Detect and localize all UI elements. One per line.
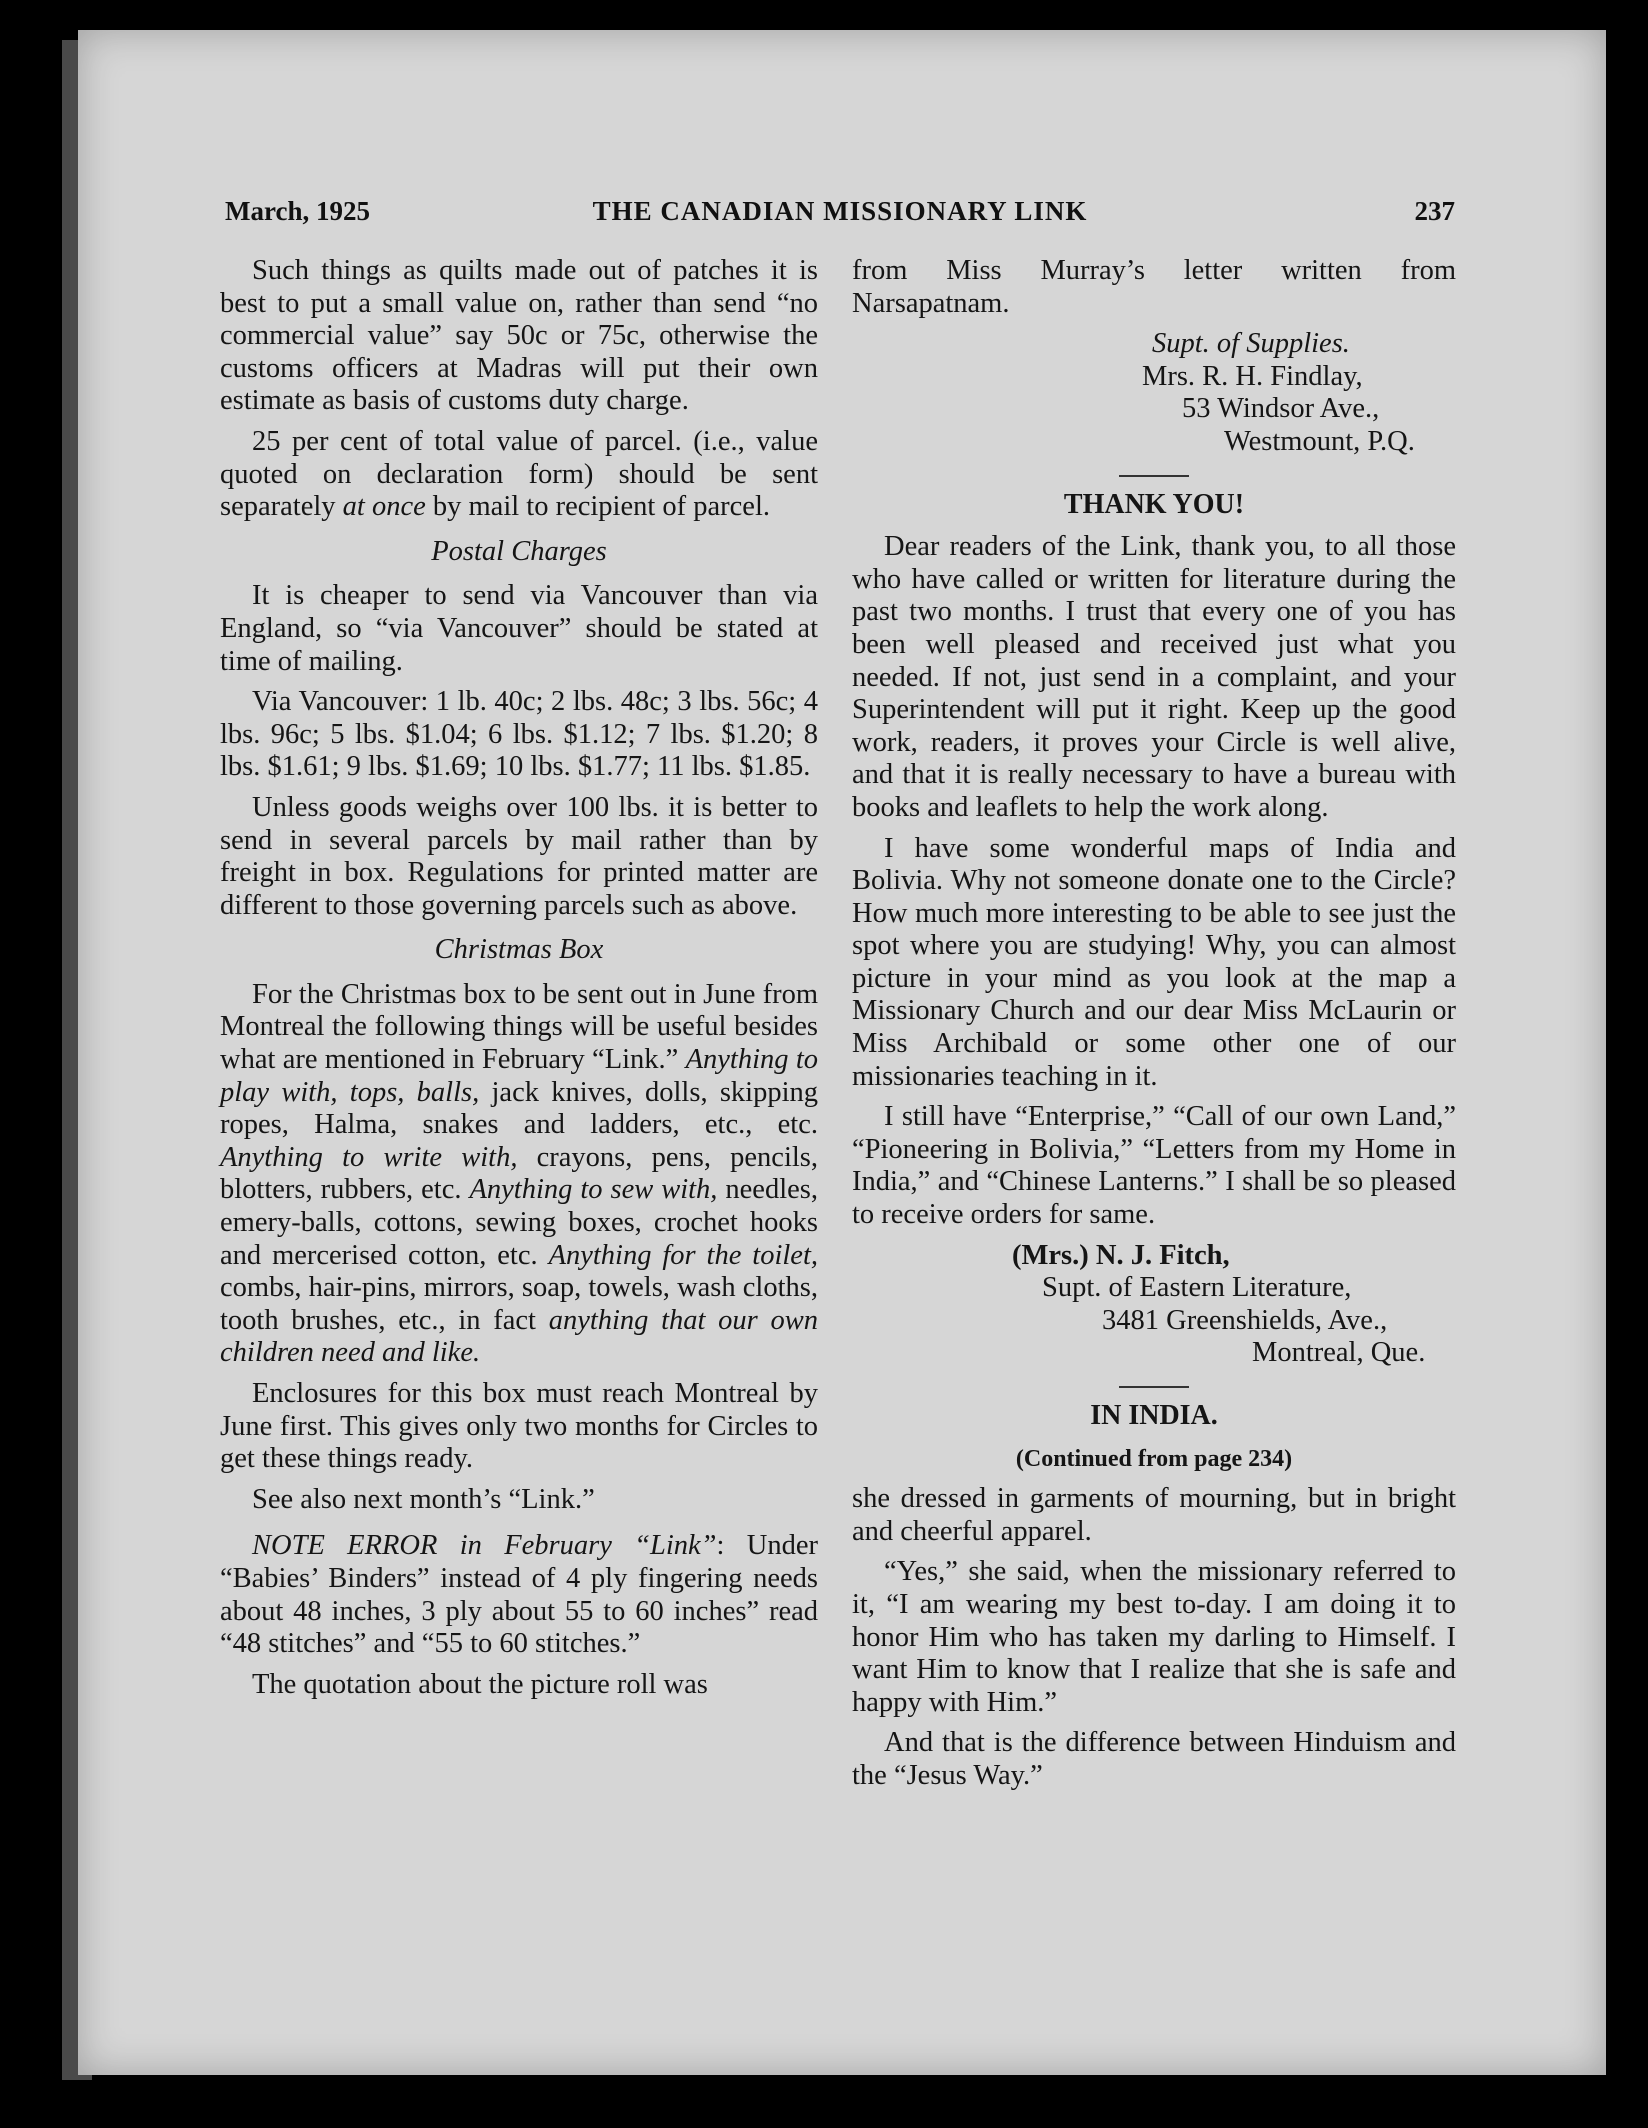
- paragraph: NOTE ERROR in February “Link”: Under “Babies’ Binders” instead of 4 ply fingering needs about 48 inches, 3 ply about 55 to 60 inches” read “48 stitches” and “55 to 60 stitches.”: [220, 1530, 819, 1660]
- paragraph: Such things as quilts made out of patches it is best to put a small value on, rather than send “no commercial value” say 50c or 75c, otherwise the customs officers at Madras will put their own estimate as basis of customs duty charge.: [220, 255, 818, 417]
- issue-date: March, 1925: [225, 196, 370, 226]
- paragraph: I still have “Enterprise,” “Call of our own Land,” “Pioneering in Bolivia,” “Letters from my Home in India,” and “Chinese Lanterns.” I shall be so pleased to receive orders for same.: [852, 1101, 1456, 1231]
- left-column: [220, 255, 818, 1709]
- divider: [1119, 1386, 1189, 1388]
- paragraph: she dressed in garments of mourning, but in bright and cheerful apparel.: [852, 1483, 1456, 1547]
- heading-in-india: IN INDIA.: [1090, 1400, 1218, 1431]
- paragraph: Dear readers of the Link, thank you, to all those who have called or written for literature during the past two months. I trust that every one of you has been well pleased and received just what you needed. If not, just send in a complaint, and your Superintendent will put it right. Keep up the good work, readers, it proves your Circle is well alive, and that it is really necessary to have a bureau with books and leaflets to help the work along.: [852, 531, 1456, 823]
- journal-title: THE CANADIAN MISSIONARY LINK: [592, 196, 1088, 226]
- paragraph: The quotation about the picture roll was: [252, 1668, 708, 1700]
- signature-block-supplies: Supt. of Supplies. Mrs. R. H. Findlay, 53 Windsor Ave., Westmount, P.Q.: [1142, 328, 1415, 457]
- paragraph: “Yes,” she said, when the missionary referred to it, “I am wearing my best to-day. I am doing it to honor Him who has taken my darling to Himself. I want Him to know that I realize that she is safe and happy with Him.”: [852, 1556, 1456, 1718]
- right-column: [852, 255, 1456, 1801]
- divider: [1119, 475, 1189, 477]
- paragraph: from Miss Murray’s letter written from Narsapatnam.: [852, 255, 1456, 319]
- paragraph: And that is the difference between Hinduism and the “Jesus Way.”: [852, 1727, 1456, 1791]
- subheading-christmas-box: Christmas Box: [434, 934, 604, 966]
- heading-thank-you: THANK YOU!: [1063, 488, 1245, 520]
- page-number: 237: [1414, 196, 1455, 226]
- subheading-postal-charges: Postal Charges: [431, 535, 607, 567]
- paragraph: For the Christmas box to be sent out in June from Montreal the following things will be useful besides what are mentioned in February “Link.” Anything to play with, tops, balls, jack knives, dolls, skipping ropes, Halma, snakes and ladders, etc., etc. Anything to write with, crayons, pens, pencils, blotters, rubbers, etc. Anything to sew with, needles, emery-balls, cottons, sewing boxes, crochet hooks and mercerised cotton, etc. Anything for the toilet, combs, hair-pins, mirrors, soap, towels, wash cloths, tooth brushes, etc., in fact anything that our own children need and like.: [220, 978, 818, 1369]
- paragraph: Enclosures for this box must reach Montreal by June first. This gives only two months for Circles to get these things ready.: [220, 1378, 818, 1475]
- paragraph: 25 per cent of total value of parcel. (i.e., value quoted on declaration form) should be sent separately at once by mail to recipient of parcel.: [220, 425, 818, 523]
- paragraph: Via Vancouver: 1 lb. 40c; 2 lbs. 48c; 3 lbs. 56c; 4 lbs. 96c; 5 lbs. $1.04; 6 lbs. $1.12; 7 lbs. $1.20; 8 lbs. $1.61; 9 lbs. $1.69; 10 lbs. $1.77; 11 lbs. $1.85.: [220, 686, 818, 783]
- paragraph: See also next month’s “Link.”: [252, 1483, 595, 1515]
- paragraph: I have some wonderful maps of India and Bolivia. Why not someone donate one to the Circle? How much more interesting to be able to see just the spot where you are studying! Why, you can almost picture in your mind as you look at the map a Missionary Church and our dear Miss McLaurin or Miss Archibald or some other one of our missionaries teaching in it.: [852, 832, 1456, 1092]
- paragraph: It is cheaper to send via Vancouver than via England, so “via Vancouver” should be stated at time of mailing.: [220, 580, 818, 677]
- continued-note: (Continued from page 234): [1015, 1445, 1293, 1472]
- signature-block-literature: (Mrs.) N. J. Fitch, Supt. of Eastern Literature, 3481 Greenshields, Ave., Montreal, Que.: [1012, 1239, 1426, 1369]
- paragraph: Unless goods weighs over 100 lbs. it is better to send in several parcels by mail rather than by freight in box. Regulations for printed matter are different to those governing parcels such as above.: [220, 791, 818, 921]
